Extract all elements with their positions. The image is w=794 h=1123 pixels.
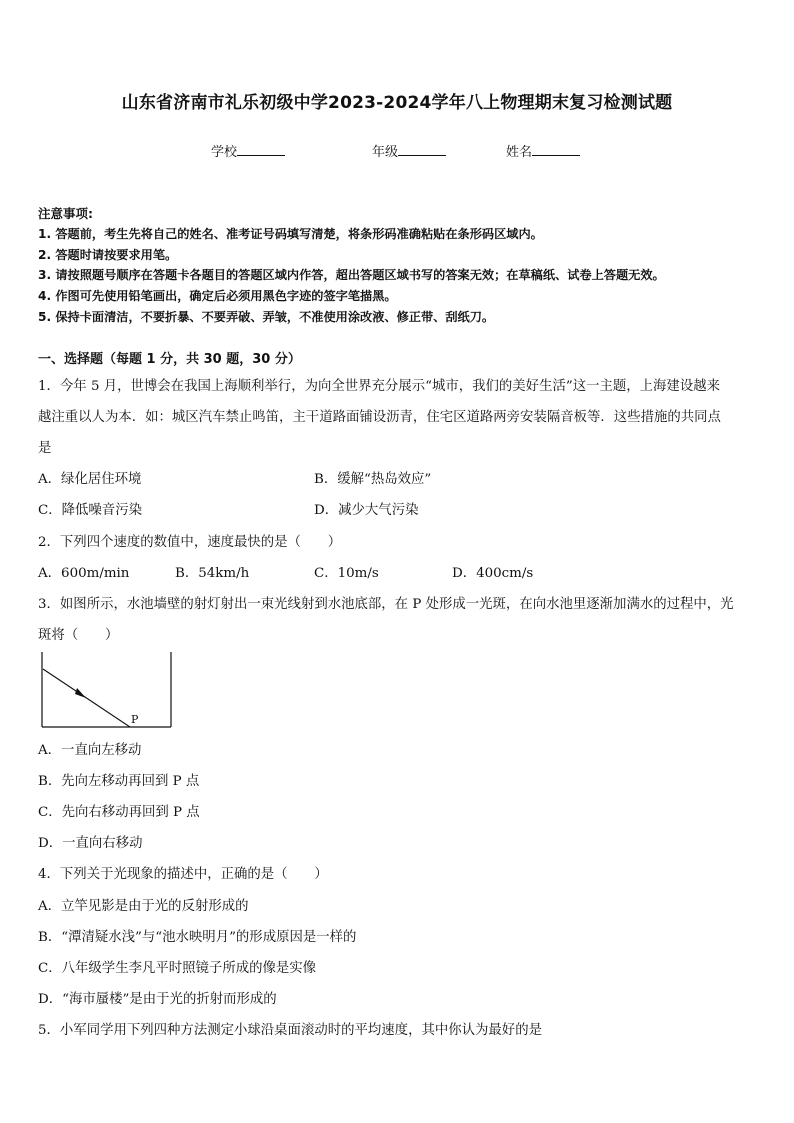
q3-stem-line: 3．如图所示，水池墙壁的射灯射出一束光线射到水池底部，在 P 处形成一光斑，在向水池里逐渐加满水的过程中，光 — [38, 597, 734, 612]
light-ray — [43, 669, 130, 727]
name-label: 姓名 — [506, 145, 533, 160]
q5-stem: 5．小军同学用下列四种方法测定小球沿桌面滚动时的平均速度，其中你认为最好的是 — [38, 1023, 542, 1038]
ray-arrow-icon — [75, 688, 86, 698]
q1-option-c: C．降低噪音污染 — [38, 503, 142, 518]
q1-stem-line: 是 — [38, 441, 52, 456]
q2-option-c: C．10m/s — [314, 566, 379, 581]
page-title: 山东省济南市礼乐初级中学2023-2024学年八上物理期末复习检测试题 — [121, 93, 673, 113]
pool-diagram — [40, 652, 174, 730]
name-blank — [532, 143, 580, 156]
q4-stem: 4．下列关于光现象的描述中，正确的是（ ） — [38, 867, 328, 882]
note-item: 5. 保持卡面清洁，不要折暴、不要弄破、弄皱，不准使用涂改液、修正带、刮纸刀。 — [38, 310, 495, 324]
grade-blank — [398, 143, 446, 156]
note-item: 4. 作图可先使用铅笔画出，确定后必须用黑色字迹的签字笔描黑。 — [38, 289, 397, 303]
q3-option-c: C．先向右移动再回到 P 点 — [38, 805, 200, 820]
school-blank — [237, 143, 285, 156]
q2-option-a: A．600m/min — [38, 566, 130, 581]
q1-option-a: A．绿化居住环境 — [38, 472, 142, 487]
q1-option-d: D．减少大气污染 — [314, 503, 419, 518]
q4-option-c: C．八年级学生李凡平时照镜子所成的像是实像 — [38, 961, 317, 976]
q3-option-a: A．一直向左移动 — [38, 743, 142, 758]
q3-option-b: B．先向左移动再回到 P 点 — [38, 774, 200, 789]
q4-option-a: A．立竿见影是由于光的反射形成的 — [38, 899, 249, 914]
q1-option-b: B．缓解“热岛效应” — [314, 472, 432, 487]
q3-option-d: D．一直向右移动 — [38, 836, 143, 851]
grade-field — [372, 141, 446, 160]
notes-heading: 注意事项: — [38, 206, 93, 221]
note-item: 2. 答题时请按要求用笔。 — [38, 248, 178, 262]
q2-stem: 2．下列四个速度的数值中，速度最快的是（ ） — [38, 535, 342, 550]
note-item: 1. 答题前，考生先将自己的姓名、准考证号码填写清楚，将条形码准确粘贴在条形码区域内。 — [38, 227, 543, 241]
q2-option-d: D．400cm/s — [452, 566, 534, 581]
q4-option-b: B．“潭清疑水浅”与“池水映明月”的形成原因是一样的 — [38, 930, 357, 945]
q1-stem-line: 越注重以人为本．如：城区汽车禁止鸣笛，主干道路面铺设沥青，住宅区道路两旁安装隔音板等．这些措施的共同点 — [38, 410, 721, 425]
q2-option-b: B．54km/h — [175, 566, 250, 581]
q1-stem-line: 1．今年 5 月，世博会在我国上海顺利举行，为向全世界充分展示“城市，我们的美好生活”这一主题，上海建设越来 — [38, 379, 720, 394]
note-item: 3. 请按照题号顺序在答题卡各题目的答题区域内作答，超出答题区域书写的答案无效；在草稿纸、试卷上答题无效。 — [38, 268, 665, 282]
name-field — [506, 141, 580, 160]
school-label: 学校 — [211, 145, 238, 160]
point-p-label: P — [131, 713, 139, 726]
school-field — [211, 141, 285, 160]
q3-stem-line: 斑将（ ） — [38, 628, 119, 643]
section-heading: 一、选择题（每题 1 分，共 30 题，30 分） — [38, 352, 301, 367]
q4-option-d: D．“海市蜃楼”是由于光的折射而形成的 — [38, 992, 277, 1007]
grade-label: 年级 — [372, 145, 399, 160]
